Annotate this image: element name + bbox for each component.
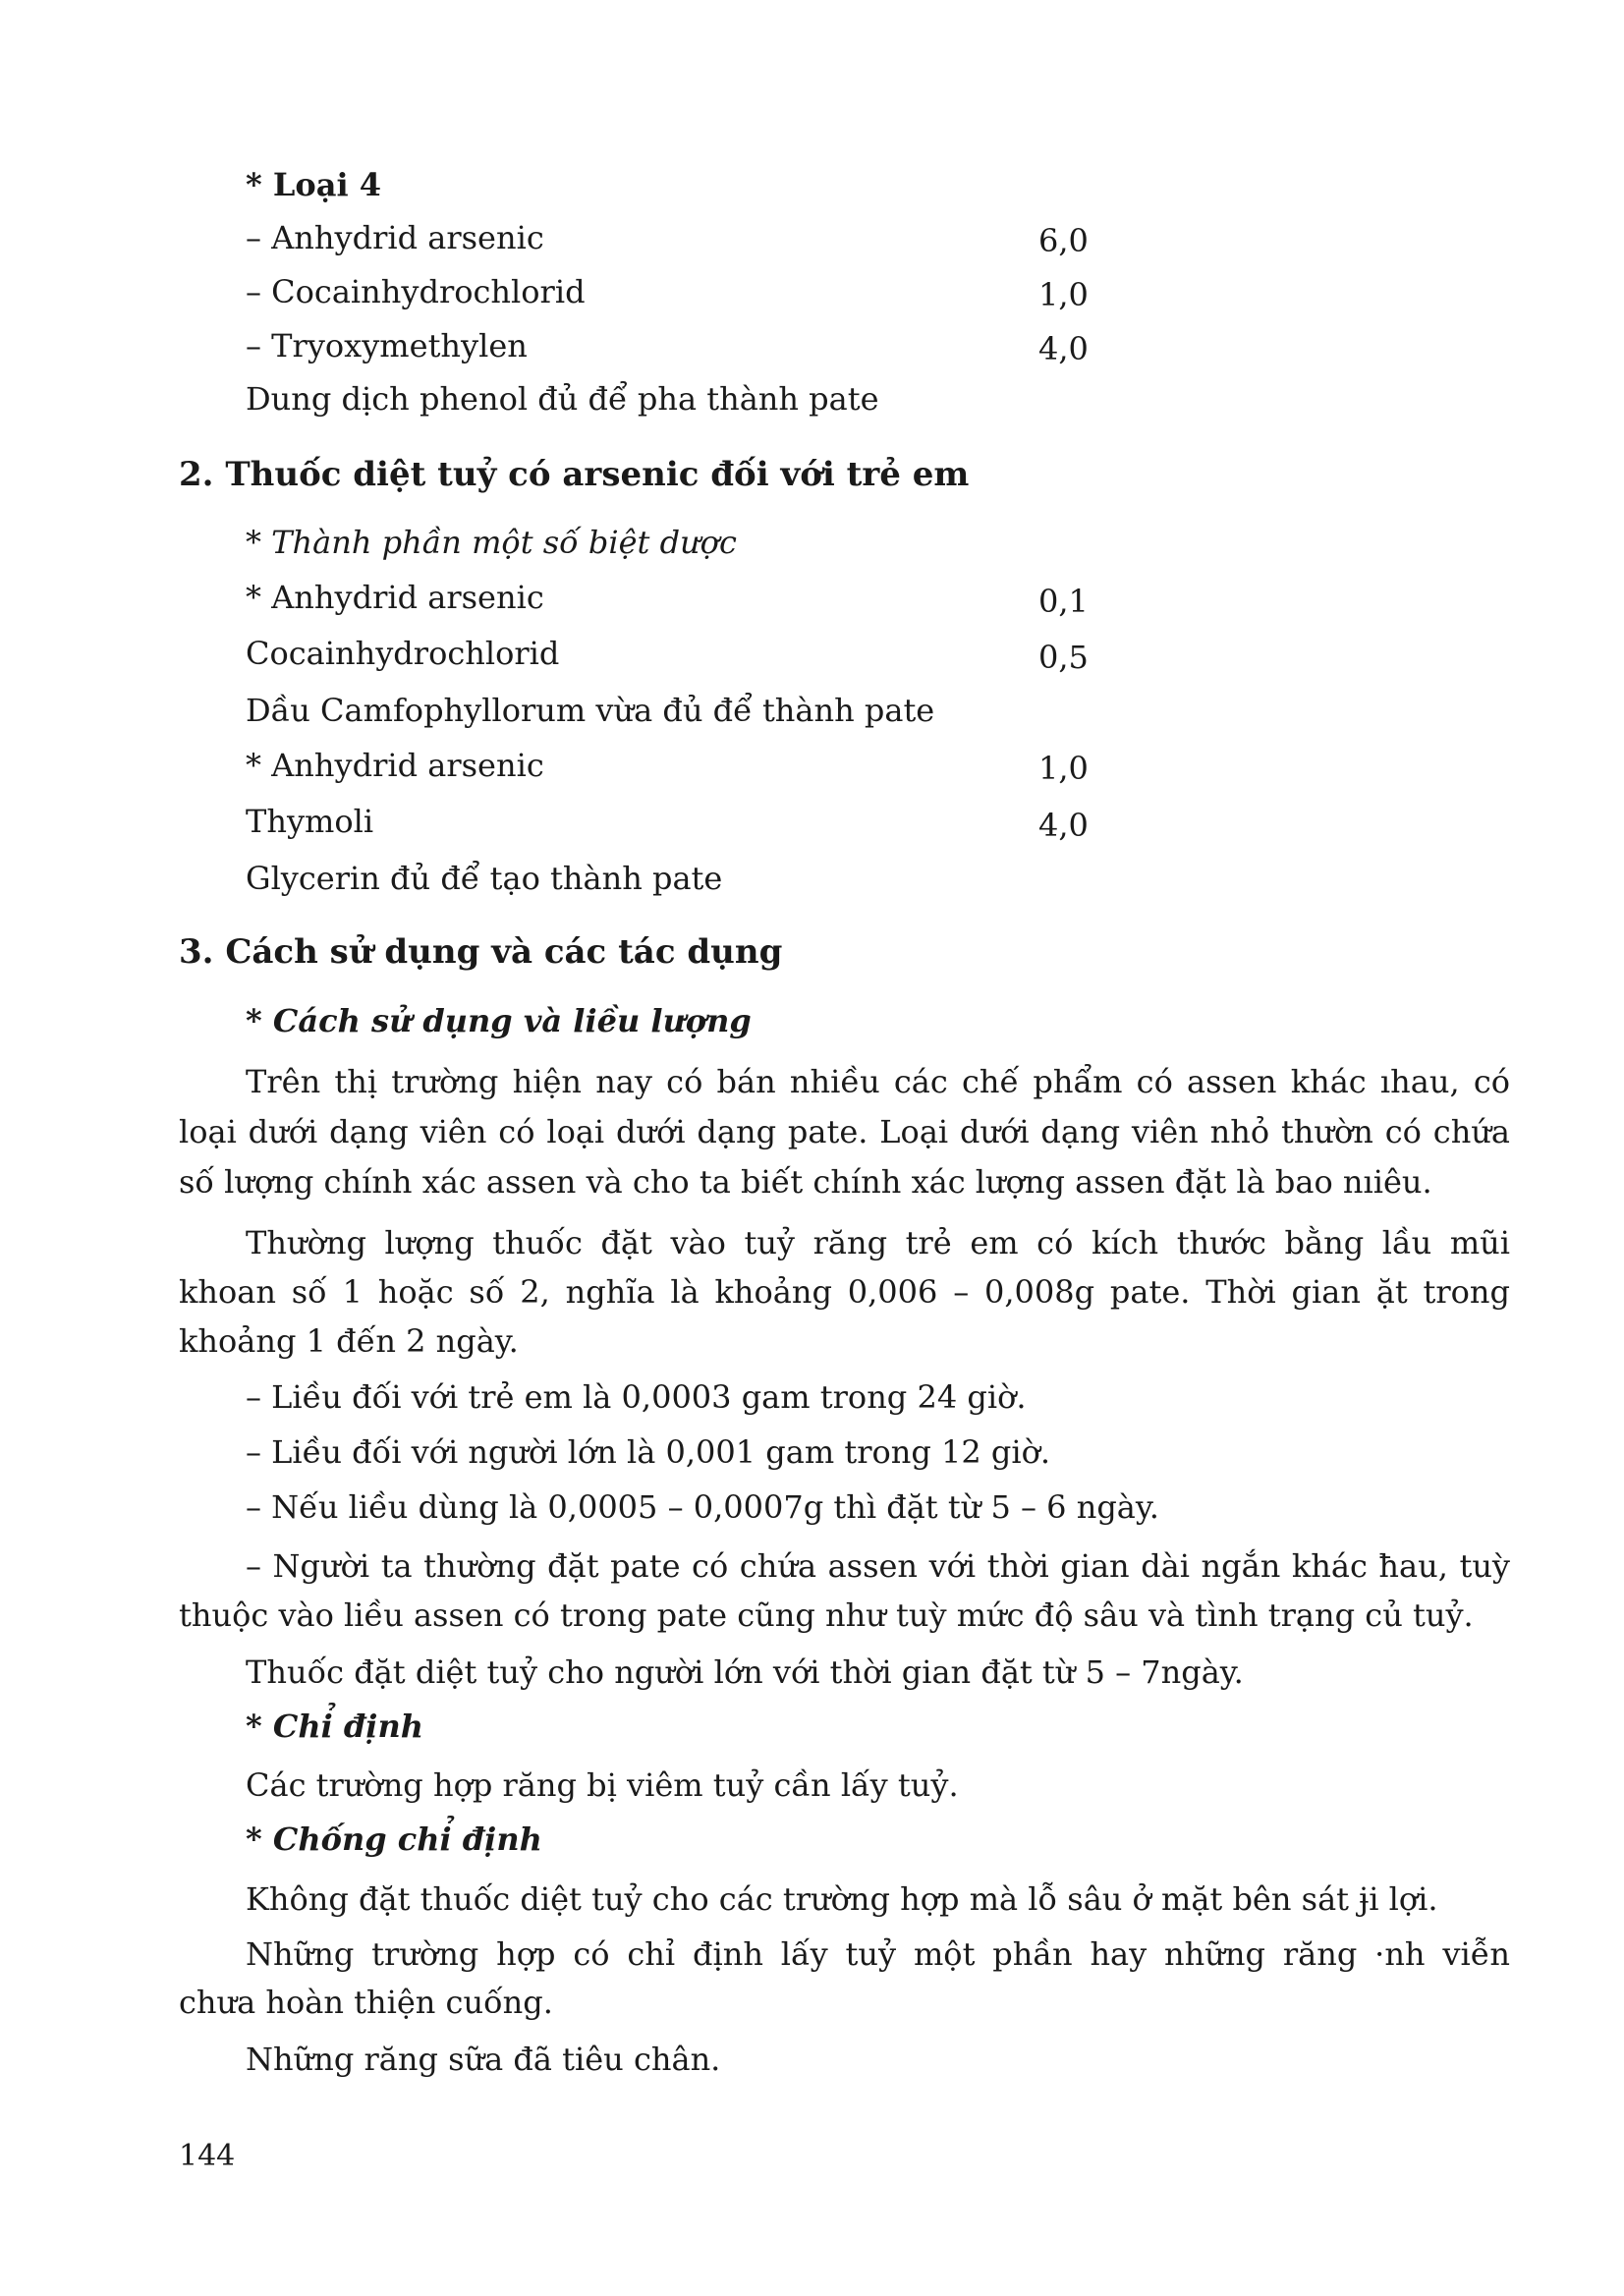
page-number: 144: [179, 2139, 236, 2173]
dose-adult: – Liều đối với người lớn là 0,001 gam trong 12 giờ.: [246, 1433, 1051, 1471]
ingredient-name: – Anhydrid arsenic: [246, 219, 544, 256]
ingredient-name: * Anhydrid arsenic: [246, 747, 544, 784]
formula2-note: Glycerin đủ để tạo thành pate: [246, 860, 723, 897]
contraindication-text: Những răng sữa đã tiêu chân.: [246, 2041, 721, 2078]
section3-heading: 3. Cách sử dụng và các tác dụng: [179, 932, 783, 972]
ingredient-name: Thymoli: [246, 803, 374, 840]
indication-text: Các trường hợp răng bị viêm tuỷ cần lấy tuỷ.: [246, 1766, 959, 1804]
paragraph-line: khoan số 1 hoặc số 2, nghĩa là khoảng 0,006 – 0,008g pate. Thời gian ặt trong: [179, 1273, 1510, 1311]
ingredient-value: 6,0: [1038, 222, 1089, 259]
paragraph-line: Những trường hợp có chỉ định lấy tuỷ một phần hay những răng ·nh viễn: [246, 1935, 1510, 1973]
paragraph-line: – Người ta thường đặt pate có chứa assen với thời gian dài ngắn khác ħau, tuỳ: [246, 1547, 1510, 1585]
paragraph-line: thuộc vào liều assen có trong pate cũng như tuỳ mức độ sâu và tình trạng củ tuỷ.: [179, 1596, 1474, 1634]
ingredient-value: 0,1: [1038, 583, 1089, 620]
loai4-note: Dung dịch phenol đủ để pha thành pate: [246, 380, 879, 418]
adult-time: Thuốc đặt diệt tuỷ cho người lớn với thời gian đặt từ 5 – 7ngày.: [246, 1653, 1244, 1691]
paragraph-line: số lượng chính xác assen và cho ta biết chính xác lượng assen đặt là bao nıiêu.: [179, 1163, 1432, 1201]
ingredient-value: 1,0: [1038, 276, 1089, 313]
section2-heading: 2. Thuốc diệt tuỷ có arsenic đối với trẻ em: [179, 455, 970, 494]
dose-range: – Nếu liều dùng là 0,0005 – 0,0007g thì đặt từ 5 – 6 ngày.: [246, 1488, 1159, 1526]
paragraph-line: Trên thị trường hiện nay có bán nhiều các chế phẩm có assen khác ıhau, có: [246, 1063, 1510, 1100]
formula1-note: Dầu Camfophyllorum vừa đủ để thành pate: [246, 692, 935, 729]
ingredient-name: – Cocainhydrochlorid: [246, 273, 586, 310]
ingredient-value: 1,0: [1038, 750, 1089, 787]
usage-subheading: * Cách sử dụng và liều lượng: [246, 1002, 752, 1039]
ingredient-name: – Tryoxymethylen: [246, 327, 528, 364]
contraindication-text: Không đặt thuốc diệt tuỷ cho các trường hợp mà lỗ sâu ở mặt bên sát ɉi lợi.: [246, 1880, 1438, 1918]
ingredient-name: Cocainhydrochlorid: [246, 635, 560, 672]
ingredient-value: 0,5: [1038, 639, 1089, 676]
paragraph-line: khoảng 1 đến 2 ngày.: [179, 1322, 519, 1360]
section2-subheading: * Thành phần một số biệt dược: [246, 524, 737, 561]
ingredient-value: 4,0: [1038, 330, 1089, 367]
paragraph-line: loại dưới dạng viên có loại dưới dạng pate. Loại dưới dạng viên nhỏ thườn có chứa: [179, 1113, 1510, 1150]
ingredient-value: 4,0: [1038, 807, 1089, 844]
dose-child: – Liều đối với trẻ em là 0,0003 gam trong 24 giờ.: [246, 1378, 1027, 1416]
paragraph-line: chưa hoàn thiện cuống.: [179, 1984, 553, 2021]
indication-subheading: * Chỉ định: [246, 1708, 423, 1745]
contraindication-subheading: * Chống chỉ định: [246, 1820, 542, 1858]
paragraph-line: Thường lượng thuốc đặt vào tuỷ răng trẻ em có kích thước bằng lầu mũi: [246, 1224, 1510, 1261]
loai4-title: * Loại 4: [246, 166, 382, 203]
ingredient-name: * Anhydrid arsenic: [246, 579, 544, 616]
